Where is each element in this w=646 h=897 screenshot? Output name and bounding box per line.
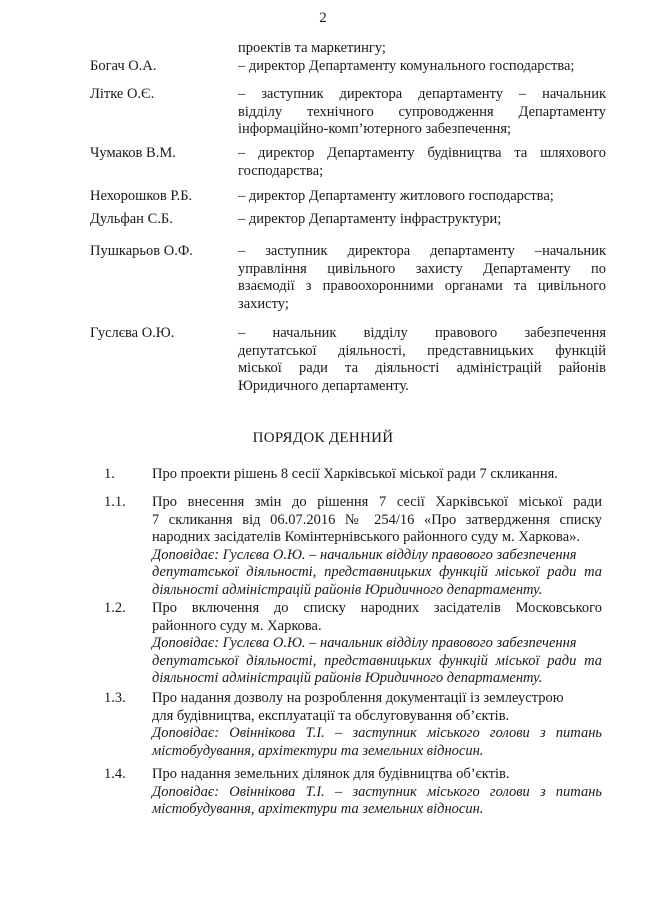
role-line: – начальник відділу правового забезпечення (238, 325, 606, 341)
attendee-name: Пушкарьов О.Ф. (90, 243, 193, 259)
role-line: відділу технічного супроводження Департаменту (238, 103, 606, 120)
role-line: депутатської діяльності, представницьких функцій (238, 342, 606, 359)
attendee-role (238, 58, 606, 76)
agenda-item-title-line: народних засідателів Комінтернівського районного суду м. Харкова». (152, 529, 581, 545)
attendee-name: Нехорошков Р.Б. (90, 188, 193, 204)
page-number: 2 (319, 10, 327, 26)
role-line: – директор Департаменту інфраструктури; (238, 211, 502, 227)
agenda-item-title-line: Про надання земельних ділянок для будівництва об’єктів. (152, 766, 510, 782)
attendee-role (238, 86, 606, 139)
agenda-item-speaker-line: діяльності адміністрацій районів Юридичного департаменту. (152, 670, 543, 686)
role-line: господарства; (238, 162, 324, 179)
attendee-role (238, 325, 606, 395)
role-line: – заступник директора департаменту – начальник (238, 86, 606, 102)
agenda-item-speaker-line: Доповідає: Гуслєва О.Ю. – начальник відділу правового забезпечення (152, 635, 577, 651)
agenda-item-title-line: Про внесення змін до рішення 7 сесії Харківської міської ради (152, 494, 602, 510)
agenda-item-title-line: Про включення до списку народних засідателів Московського (152, 600, 602, 616)
role-line: Юридичного департаменту. (238, 377, 409, 394)
agenda-heading: ПОРЯДОК ДЕННИЙ (252, 430, 394, 446)
agenda-item-speaker-line: містобудування, архітектури та земельних відносин. (152, 801, 484, 817)
agenda-item-speaker-line: Доповідає: Гуслєва О.Ю. – начальник відділу правового забезпечення (152, 546, 577, 563)
agenda-item-title-line: для будівництва, експлуатації та обслуговування об’єктів. (152, 707, 510, 724)
role-line: – директор Департаменту комунального господарства; (238, 58, 575, 74)
agenda-item-speaker-line: діяльності адміністрацій районів Юридичного департаменту. (152, 581, 543, 598)
agenda-item-number: 1.2. (104, 600, 126, 616)
agenda-item-number: 1.3. (104, 690, 126, 706)
agenda-item-body (152, 466, 602, 484)
agenda-item-speaker-line: Доповідає: Овіннікова Т.І. – заступник міського голови з питань (152, 725, 602, 741)
attendee-name: Літке О.Є. (90, 86, 155, 102)
agenda-item-body (152, 766, 602, 819)
agenda-item-body (152, 600, 602, 688)
agenda-item-number: 1. (104, 466, 115, 482)
role-line: проектів та маркетингу; (238, 40, 386, 56)
agenda-item-speaker-line: містобудування, архітектури та земельних відносин. (152, 742, 484, 759)
agenda-item-speaker-line: Доповідає: Овіннікова Т.І. – заступник міського голови з питань (152, 783, 602, 800)
agenda-item-body (152, 690, 602, 760)
attendee-role (238, 188, 606, 206)
role-line: міської ради та діяльності адміністрацій районів (238, 360, 606, 376)
role-line: – директор Департаменту житлового господарства; (238, 188, 554, 204)
attendee-name: Чумаков В.М. (90, 145, 176, 161)
role-line: – директор Департаменту будівництва та шляхового (238, 145, 606, 161)
role-line: інформаційно-комп’ютерного забезпечення; (238, 121, 512, 137)
agenda-item-body (152, 494, 602, 599)
attendee-role (238, 40, 606, 58)
role-line: управління цивільного захисту Департаменту по (238, 260, 606, 277)
agenda-item-title-line: 7 скликання від 06.07.2016 № 254/16 «Про затвердження списку (152, 511, 602, 528)
agenda-item-speaker-line: депутатської діяльності, представницьких функцій міської ради та (152, 564, 602, 580)
agenda-item-title-line: Про проекти рішень 8 сесії Харківської міської ради 7 скликання. (152, 466, 558, 482)
role-line: взаємодії з правоохоронними органами та цивільного (238, 278, 606, 294)
agenda-item-number: 1.4. (104, 766, 126, 782)
attendee-role (238, 211, 606, 229)
agenda-item-title-line: районного суду м. Харкова. (152, 617, 322, 634)
attendee-name: Богач О.А. (90, 58, 157, 74)
agenda-item-speaker-line: депутатської діяльності, представницьких функцій міської ради та (152, 652, 602, 669)
attendee-role (238, 243, 606, 313)
agenda-item-number: 1.1. (104, 494, 126, 510)
role-line: – заступник директора департаменту –начальник (238, 243, 606, 259)
attendee-name: Гуслєва О.Ю. (90, 325, 175, 341)
agenda-item-title-line: Про надання дозволу на розроблення документації із землеустрою (152, 690, 564, 706)
role-line: захисту; (238, 295, 289, 312)
attendee-role (238, 145, 606, 180)
attendee-name: Дульфан С.Б. (90, 211, 173, 227)
